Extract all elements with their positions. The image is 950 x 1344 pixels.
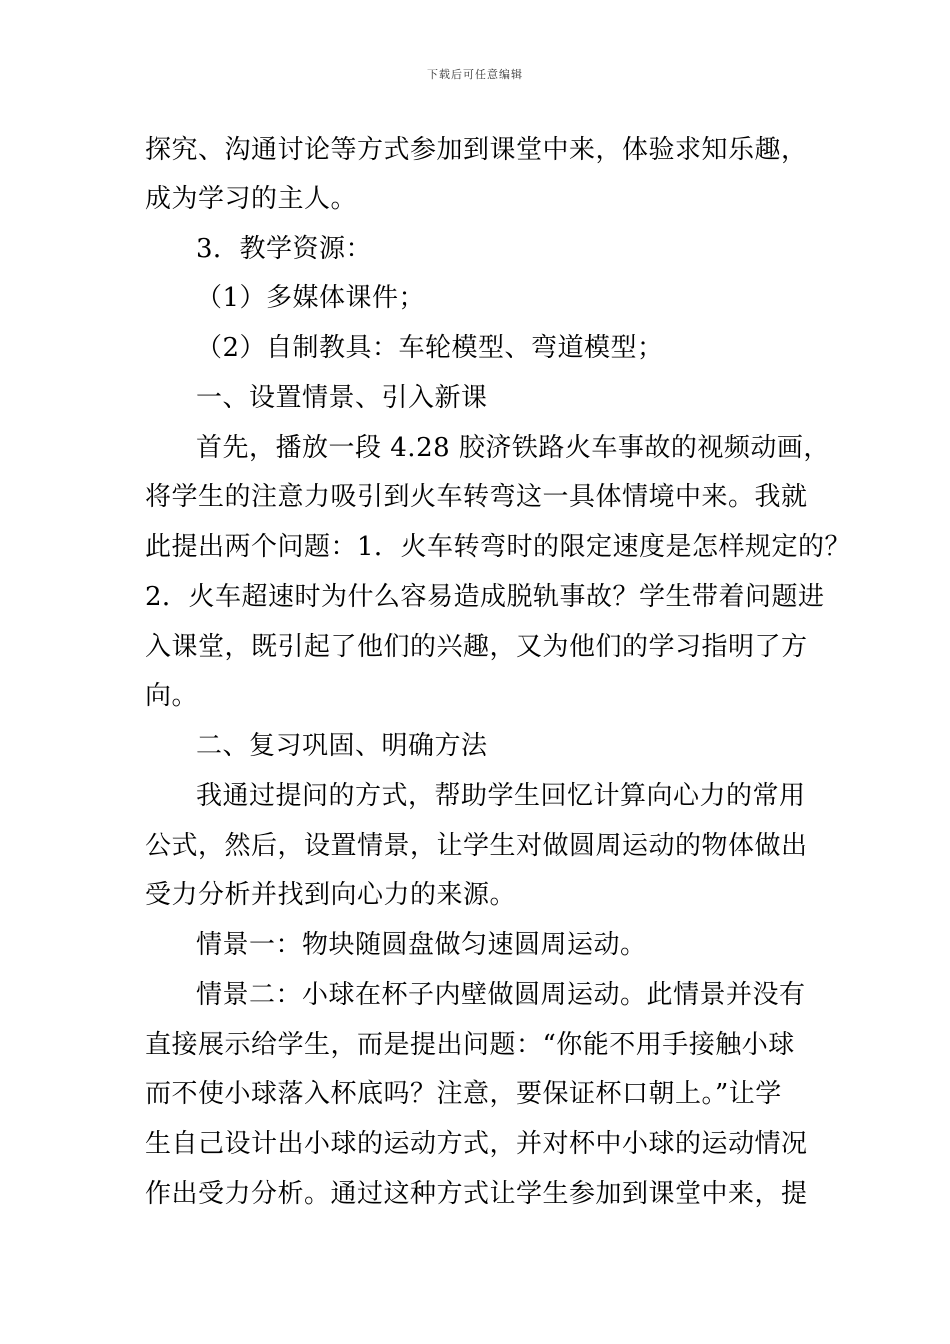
text-line: （1）多媒体课件； [196,283,426,313]
text-line: 公式，然后，设置情景，让学生对做圆周运动的物体做出 [145,831,808,861]
text-line: 受力分析并找到向心力的来源。 [145,880,517,910]
text-line: （2）自制教具：车轮模型、弯道模型； [196,333,664,363]
text-line: 入课堂，既引起了他们的兴趣，又为他们的学习指明了方 [145,632,808,662]
text-line: 探究、沟通讨论等方式参加到课堂中来，体验求知乐趣， [145,135,808,165]
text-line: 成为学习的主人。 [145,184,358,214]
page-header: 下载后可任意编辑 [427,68,523,81]
text-line: 首先，播放一段 4.28 胶济铁路火车事故的视频动画， [196,433,830,463]
text-line: 2．火车超速时为什么容易造成脱轨事故？学生带着问题进 [145,582,825,612]
text-line: 向。 [145,681,199,711]
text-line: 直接展示给学生，而是提出问题：“你能不用手接触小球 [145,1030,795,1060]
section-heading: 一、设置情景、引入新课 [196,383,488,413]
text-line: 生自己设计出小球的运动方式，并对杯中小球的运动情况 [145,1129,808,1159]
text-line: 情景二：小球在杯子内壁做圆周运动。此情景并没有 [196,980,806,1010]
text-line: 而不使小球落入杯底吗？注意，要保证杯口朝上。”让学 [145,1079,782,1109]
text-line: 此提出两个问题：1．火车转弯时的限定速度是怎样规定的？ [145,532,852,562]
text-line: 3．教学资源： [196,234,373,264]
text-line: 情景一：物块随圆盘做匀速圆周运动。 [196,930,647,960]
text-line: 作出受力分析。通过这种方式让学生参加到课堂中来，提 [145,1179,808,1209]
text-line: 将学生的注意力吸引到火车转弯这一具体情境中来。我就 [145,482,808,512]
section-heading: 二、复习巩固、明确方法 [196,731,488,761]
text-line: 我通过提问的方式，帮助学生回忆计算向心力的常用 [196,781,806,811]
